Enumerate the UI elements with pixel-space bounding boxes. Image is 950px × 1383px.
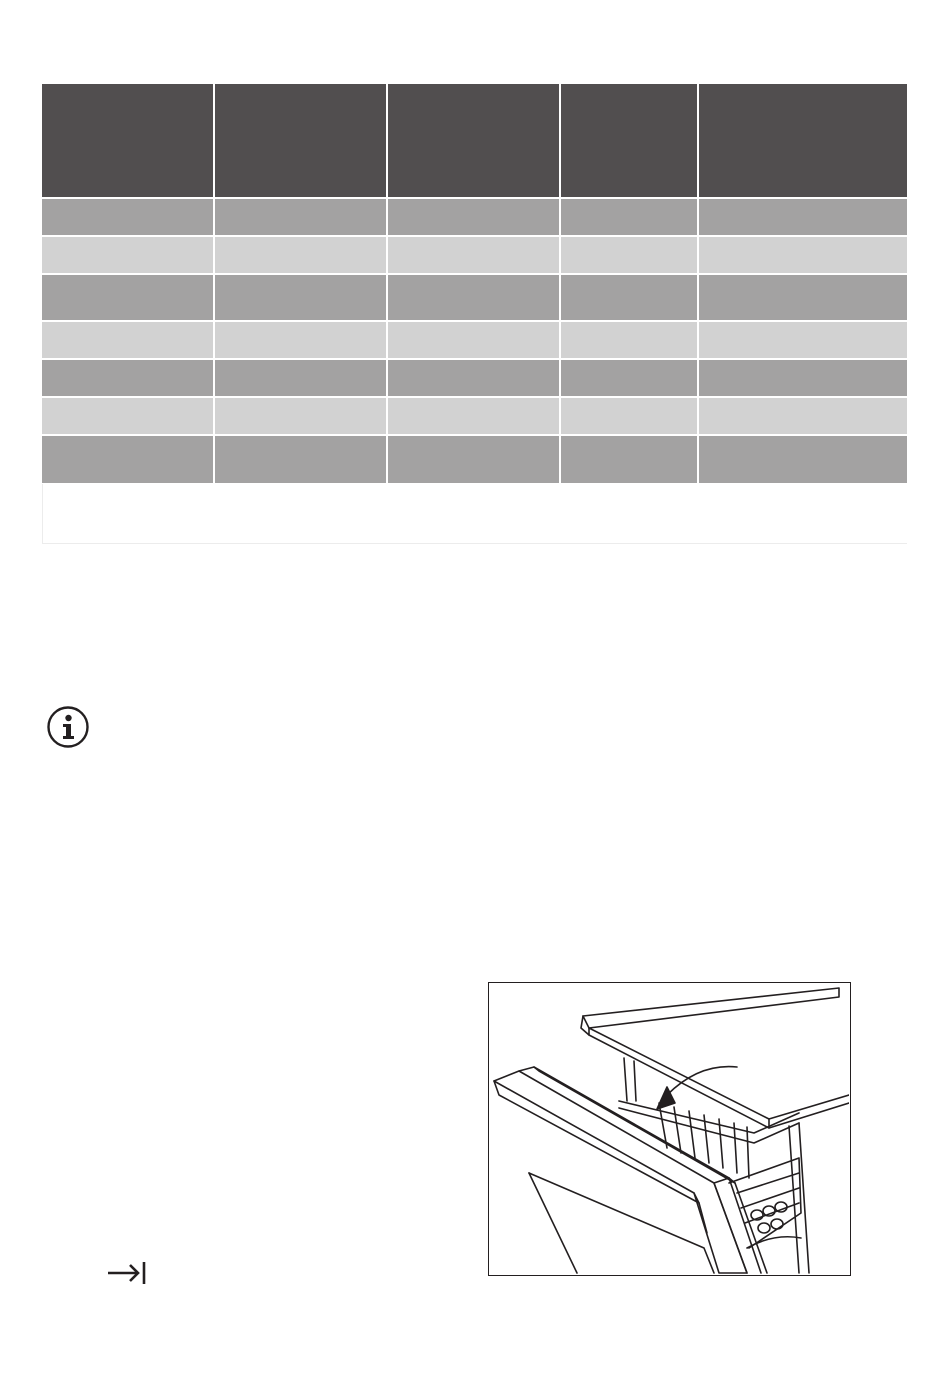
table-cell bbox=[561, 237, 697, 273]
table-cell bbox=[561, 398, 697, 434]
table-cell bbox=[388, 275, 559, 320]
skip-to-end-icon bbox=[105, 1258, 149, 1288]
table-header-cell bbox=[388, 84, 559, 197]
table-cell bbox=[388, 398, 559, 434]
table-footnote bbox=[42, 484, 907, 544]
table-cell bbox=[215, 322, 386, 358]
dishwasher-door-illustration bbox=[488, 982, 851, 1276]
table-cell bbox=[699, 322, 907, 358]
table-cell bbox=[42, 360, 213, 396]
table-cell bbox=[388, 237, 559, 273]
table-cell bbox=[215, 360, 386, 396]
table-cell bbox=[388, 436, 559, 483]
table-header-cell bbox=[699, 84, 907, 197]
table-header-cell bbox=[561, 84, 697, 197]
table-cell bbox=[388, 322, 559, 358]
table-cell bbox=[42, 436, 213, 483]
info-icon bbox=[46, 705, 90, 749]
table-cell bbox=[42, 275, 213, 320]
table-cell bbox=[215, 199, 386, 235]
table-cell bbox=[699, 237, 907, 273]
table-cell bbox=[699, 436, 907, 483]
table-cell bbox=[561, 275, 697, 320]
table-cell bbox=[42, 398, 213, 434]
table-cell bbox=[388, 360, 559, 396]
table-cell bbox=[699, 275, 907, 320]
table-cell bbox=[699, 199, 907, 235]
data-table bbox=[42, 84, 907, 544]
table-cell bbox=[561, 360, 697, 396]
table-cell bbox=[561, 322, 697, 358]
table-cell bbox=[561, 436, 697, 483]
table-cell bbox=[215, 398, 386, 434]
table-cell bbox=[42, 199, 213, 235]
table-cell bbox=[42, 237, 213, 273]
table-header-cell bbox=[215, 84, 386, 197]
table-cell bbox=[42, 322, 213, 358]
table-cell bbox=[388, 199, 559, 235]
table-cell bbox=[561, 199, 697, 235]
table-header-cell bbox=[42, 84, 213, 197]
table-cell bbox=[699, 398, 907, 434]
table-cell bbox=[215, 275, 386, 320]
table-cell bbox=[215, 237, 386, 273]
table-cell bbox=[699, 360, 907, 396]
table-cell bbox=[215, 436, 386, 483]
